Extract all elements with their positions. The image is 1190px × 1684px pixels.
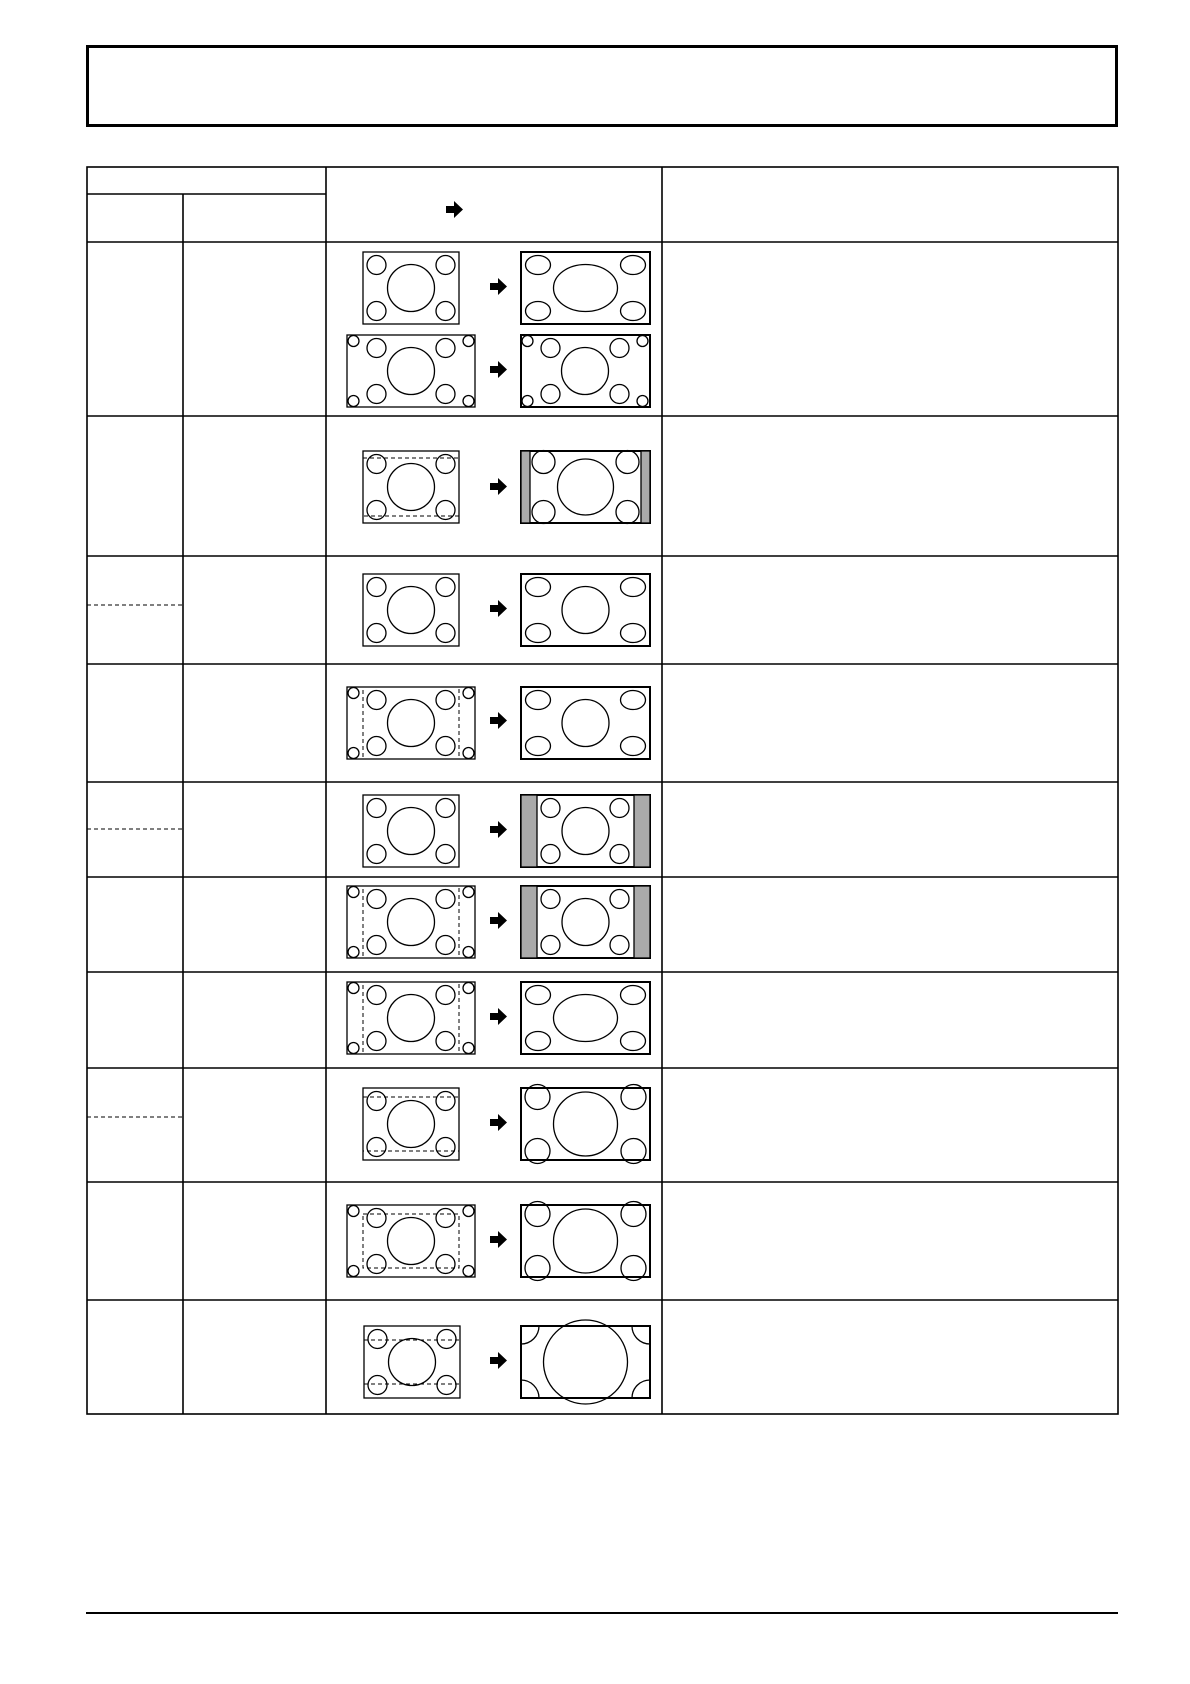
arrow-icon [490, 912, 507, 929]
arrow-icon [490, 821, 507, 838]
row-1-illustration-a [363, 252, 650, 324]
row-8-illustration [363, 1085, 650, 1164]
result-picture-icon [521, 886, 650, 958]
arrow-icon [490, 361, 507, 378]
result-picture-icon [521, 795, 650, 867]
row-1-illustration-b [347, 335, 650, 407]
arrow-icon [490, 1231, 507, 1248]
result-picture-icon [521, 1202, 650, 1281]
source-picture-icon [364, 1326, 460, 1398]
source-picture-icon [347, 982, 475, 1054]
result-picture-icon [521, 252, 650, 324]
result-picture-icon [521, 1085, 650, 1164]
source-picture-icon [347, 335, 475, 407]
row-2-illustration [363, 451, 650, 524]
source-picture-icon [363, 252, 459, 324]
result-picture-icon [521, 335, 650, 407]
source-picture-icon [347, 886, 475, 958]
arrow-icon [490, 478, 507, 495]
arrow-icon [490, 1008, 507, 1025]
result-picture-icon [521, 982, 650, 1054]
source-picture-icon [347, 687, 475, 759]
source-picture-icon [363, 574, 459, 646]
result-picture-icon [521, 451, 650, 524]
source-picture-icon [363, 451, 459, 523]
result-picture-icon [521, 687, 650, 759]
arrow-icon [490, 712, 507, 729]
source-picture-icon [363, 795, 459, 867]
row-9-illustration [347, 1202, 650, 1281]
arrow-icon [490, 278, 507, 295]
page-title-box [86, 45, 1118, 127]
result-picture-icon [521, 574, 650, 646]
row-7-illustration [347, 982, 650, 1054]
aspect-mode-table [86, 166, 1119, 1416]
row-4-illustration [347, 687, 650, 759]
source-picture-icon [347, 1205, 475, 1277]
illustrations [347, 252, 650, 1404]
row-6-illustration [347, 886, 650, 958]
right-arrow-icon [446, 201, 463, 218]
result-picture-icon [521, 1320, 650, 1404]
row-10-illustration [364, 1320, 650, 1404]
table-grid [87, 167, 1118, 1414]
dashed-subdividers [87, 605, 183, 1117]
row-5-illustration [363, 795, 650, 867]
row-3-illustration [363, 574, 650, 646]
arrow-icon [490, 600, 507, 617]
source-picture-icon [363, 1088, 459, 1160]
arrow-icon [490, 1352, 507, 1369]
arrow-icon [490, 1114, 507, 1131]
footer-rule [86, 1612, 1118, 1614]
